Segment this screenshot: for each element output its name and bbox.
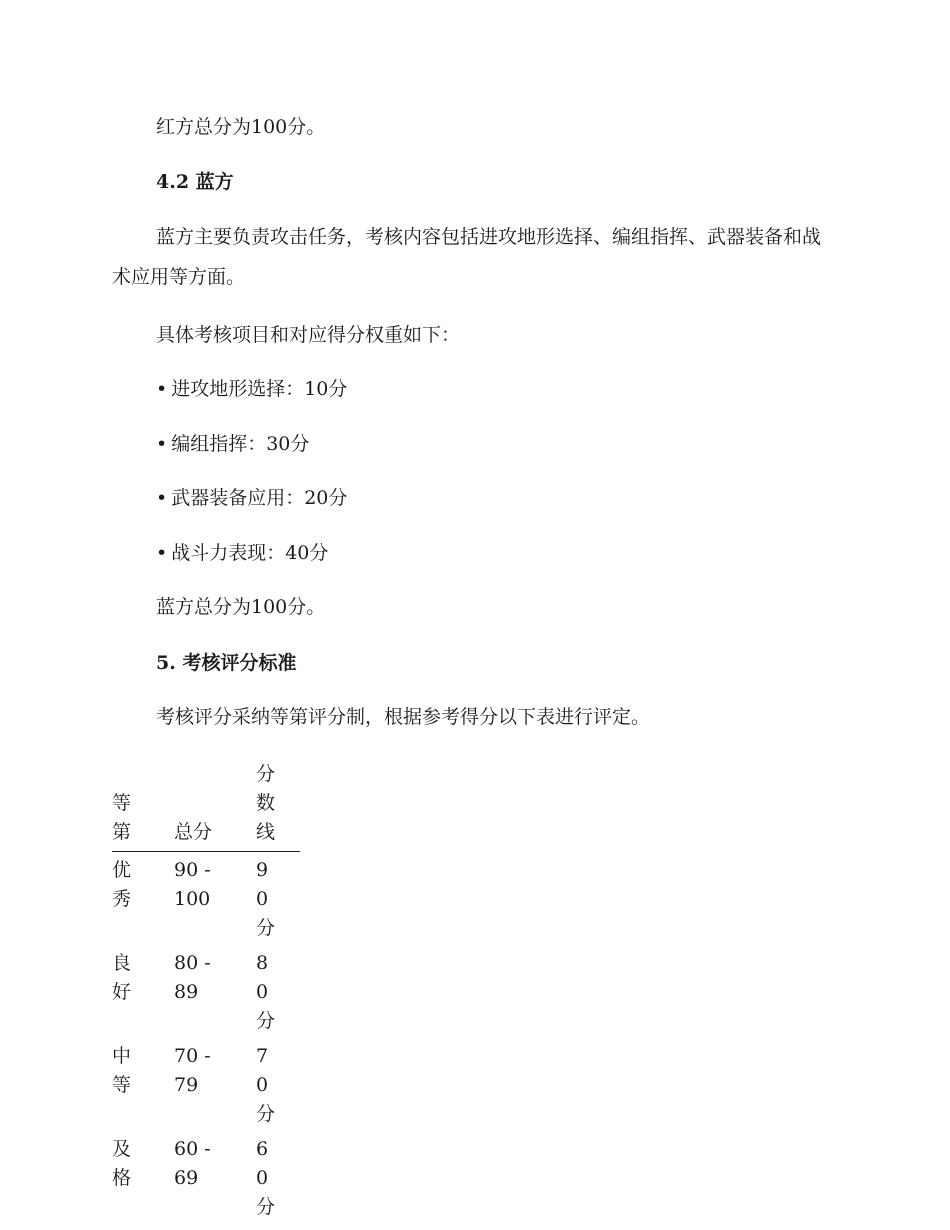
- cell-grade: 及格: [112, 1138, 132, 1189]
- blue-item-text: 进攻地形选择：10分: [171, 378, 348, 400]
- table-row: [112, 945, 300, 1038]
- cell-total: 60 - 69: [174, 1138, 211, 1189]
- cell-cutoff: 60分: [256, 1138, 276, 1218]
- cell-total: 80 - 89: [174, 952, 211, 1003]
- header-total: 总分: [174, 821, 213, 843]
- section5-intro-paragraph: 考核评分采纳等第评分制，根据参考得分以下表进行评定。: [156, 706, 651, 728]
- bullet-icon: •: [156, 542, 168, 564]
- header-grade: 等第: [112, 792, 132, 843]
- table-row: [112, 1038, 300, 1131]
- blue-item-text: 战斗力表现：40分: [171, 542, 329, 564]
- section-heading-scoring: 5. 考核评分标准: [156, 652, 297, 674]
- cell-grade: 中等: [112, 1045, 132, 1096]
- blue-item-command: [156, 429, 309, 459]
- bullet-icon: •: [156, 433, 168, 455]
- cell-total: 70 - 79: [174, 1045, 211, 1096]
- blue-item-terrain: [156, 374, 347, 404]
- cell-cutoff: 80分: [256, 952, 276, 1032]
- section-heading-blue: 4.2 蓝方: [156, 171, 234, 193]
- red-total-paragraph: 红方总分为100分。: [156, 116, 326, 138]
- blue-item-text: 编组指挥：30分: [171, 433, 310, 455]
- bullet-icon: •: [156, 487, 168, 509]
- blue-items-intro-paragraph: 具体考核项目和对应得分权重如下：: [156, 324, 461, 346]
- table-row: [112, 852, 300, 946]
- grade-table: [112, 760, 300, 1224]
- cell-total: 90 - 100: [174, 859, 211, 910]
- blue-item-weapons: [156, 483, 347, 513]
- header-cutoff: 分数线: [256, 763, 276, 843]
- blue-item-text: 武器装备应用：20分: [171, 487, 348, 509]
- blue-total-paragraph: 蓝方总分为100分。: [156, 596, 326, 618]
- blue-item-combat: [156, 538, 328, 568]
- bullet-icon: •: [156, 378, 168, 400]
- table-row: [112, 1131, 300, 1224]
- cell-grade: 良好: [112, 952, 132, 1003]
- table-header-row: [112, 760, 300, 852]
- cell-cutoff: 70分: [256, 1045, 276, 1125]
- cell-cutoff: 90分: [256, 859, 276, 939]
- cell-grade: 优秀: [112, 859, 132, 910]
- blue-intro-paragraph: 蓝方主要负责攻击任务，考核内容包括进攻地形选择、编组指挥、武器装备和战术应用等方面。: [112, 226, 822, 288]
